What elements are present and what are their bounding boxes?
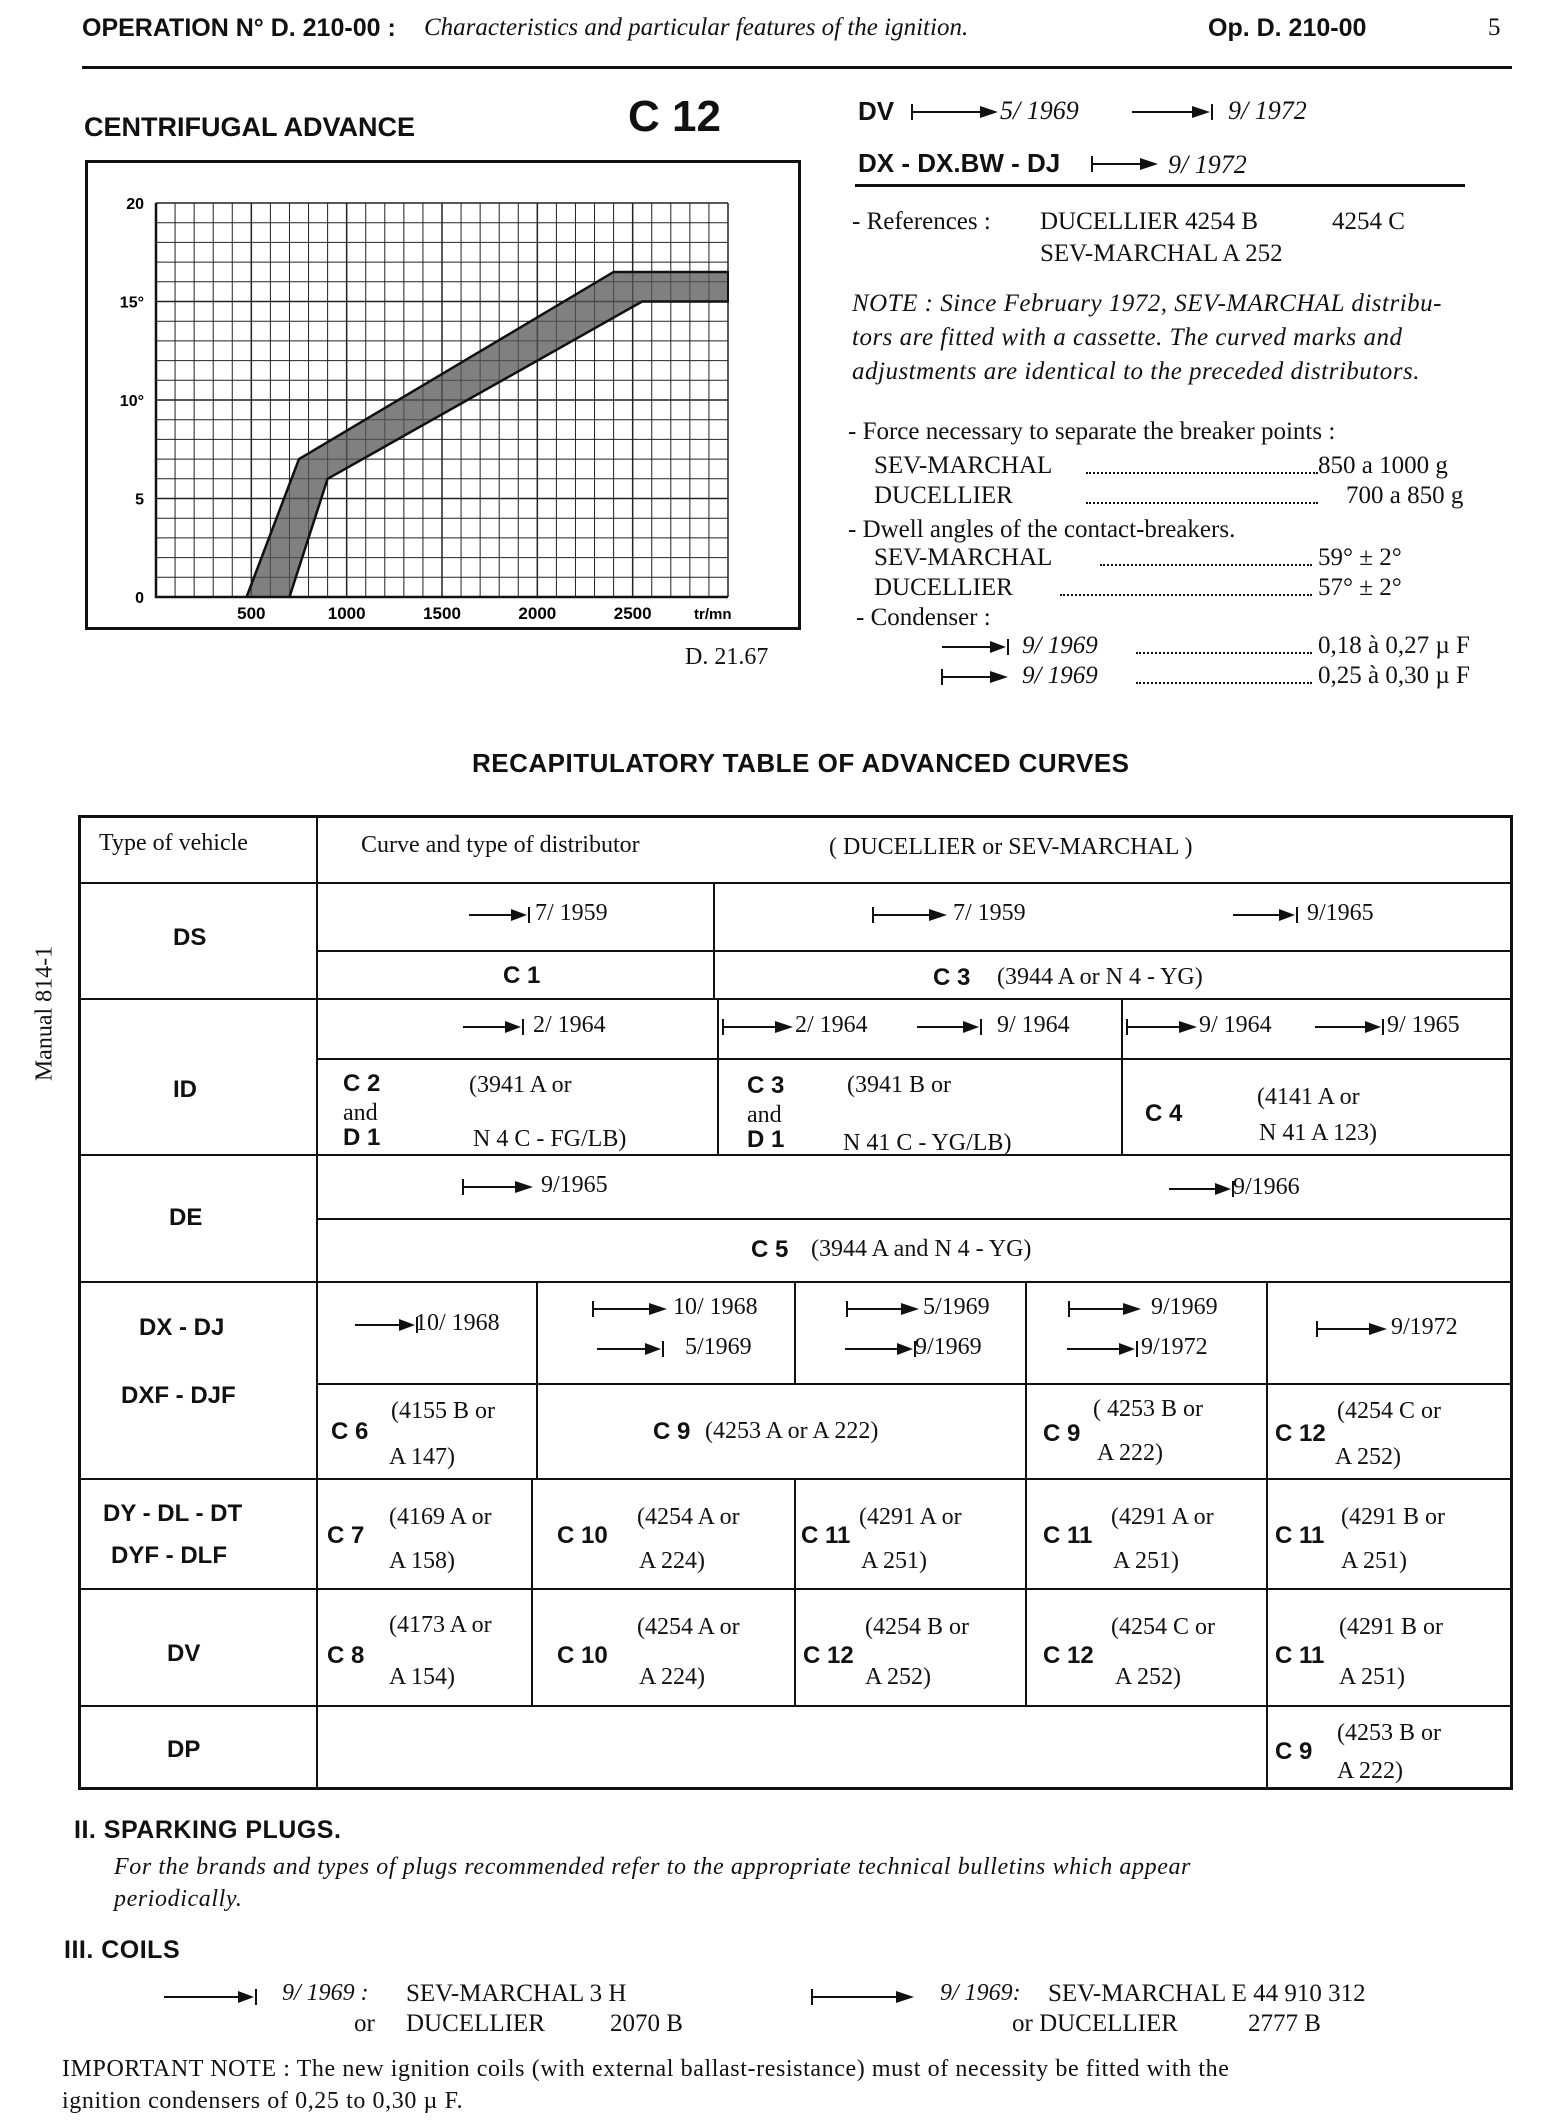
id-c2-and: and bbox=[343, 1100, 378, 1126]
x-tick-label: 2500 bbox=[613, 604, 652, 623]
dx-from-date: 9/ 1972 bbox=[1168, 150, 1247, 179]
id-date-3b: 9/ 1965 bbox=[1387, 1012, 1460, 1038]
row-line bbox=[81, 1705, 1513, 1707]
row-line bbox=[317, 1383, 1513, 1385]
id-c2-d1: D 1 bbox=[343, 1124, 381, 1151]
id-c3-ref-2: N 41 C - YG/LB) bbox=[843, 1130, 1012, 1156]
sparking-line-2: periodically. bbox=[114, 1886, 243, 1912]
row-line bbox=[81, 1281, 1513, 1283]
column-line bbox=[794, 1281, 796, 1383]
curve-code: C 12 bbox=[628, 92, 721, 141]
from-arrow-icon bbox=[910, 100, 1000, 124]
from-arrow-icon bbox=[721, 1016, 795, 1038]
column-line bbox=[1266, 1478, 1268, 1588]
coils-title: III. COILS bbox=[64, 1936, 181, 1964]
vehicle-ds: DS bbox=[173, 924, 207, 951]
from-arrow-icon bbox=[591, 1298, 671, 1320]
dx-c12-ref-1: (4254 C or bbox=[1337, 1398, 1441, 1424]
from-arrow-icon bbox=[1090, 152, 1162, 176]
x-axis-label: tr/mn bbox=[693, 606, 732, 623]
coils-right-line-1: SEV-MARCHAL E 44 910 312 bbox=[1048, 1980, 1366, 2007]
leader-dots bbox=[1136, 652, 1312, 654]
ds-c3-ref: (3944 A or N 4 - YG) bbox=[997, 964, 1203, 990]
row-line bbox=[317, 1218, 1513, 1220]
de-date-2: 9/1966 bbox=[1233, 1174, 1300, 1200]
from-arrow-icon bbox=[1067, 1298, 1145, 1320]
column-line bbox=[1025, 1588, 1027, 1705]
id-c2-ref-1: (3941 A or bbox=[469, 1072, 572, 1098]
x-tick-label: 500 bbox=[237, 604, 266, 623]
dv-curve-c10: C 10 bbox=[557, 1642, 608, 1669]
id-date-3a: 9/ 1964 bbox=[1199, 1012, 1272, 1038]
dx-curve-c9b: C 9 bbox=[1043, 1420, 1081, 1447]
sparking-title: II. SPARKING PLUGS. bbox=[74, 1816, 342, 1844]
dx-date-4b: 9/1972 bbox=[1141, 1334, 1208, 1360]
dy-c11c-ref-1: (4291 B or bbox=[1341, 1504, 1445, 1530]
dv-c12b-ref-2: A 252) bbox=[1115, 1664, 1181, 1690]
dv-curve-c12a: C 12 bbox=[803, 1642, 854, 1669]
dx-c9-ref: (4253 A or A 222) bbox=[705, 1418, 879, 1444]
dx-label: DX - DX.BW - DJ bbox=[858, 148, 1061, 178]
dy-curve-c10: C 10 bbox=[557, 1522, 608, 1549]
vehicle-dyf: DYF - DLF bbox=[111, 1542, 227, 1569]
dv-curve-c11: C 11 bbox=[1275, 1642, 1325, 1669]
note-line-3: adjustments are identical to the preceded distributors. bbox=[852, 358, 1420, 385]
until-arrow-icon bbox=[1065, 1338, 1143, 1360]
dy-c7-ref-2: A 158) bbox=[389, 1548, 455, 1574]
until-arrow-icon bbox=[467, 904, 533, 926]
dwell-title: - Dwell angles of the contact-breakers. bbox=[848, 516, 1236, 543]
centrifugal-title: CENTRIFUGAL ADVANCE bbox=[84, 112, 416, 142]
coils-left-ducellier: DUCELLIER bbox=[406, 2010, 545, 2037]
column-line bbox=[316, 818, 318, 1790]
ds-date-1: 7/ 1959 bbox=[535, 900, 608, 926]
dv-c12a-ref-1: (4254 B or bbox=[865, 1614, 969, 1640]
coils-left-ducellier-ref: 2070 B bbox=[610, 2010, 683, 2037]
from-arrow-icon bbox=[871, 904, 951, 926]
condenser-value-2: 0,25 à 0,30 µ F bbox=[1318, 662, 1470, 689]
side-manual-label: Manual 814-1 bbox=[31, 945, 58, 1082]
ds-curve-c1: C 1 bbox=[503, 962, 541, 989]
row-line bbox=[317, 950, 1513, 952]
head-vehicle: Type of vehicle bbox=[99, 830, 248, 856]
operation-number: OPERATION N° D. 210-00 : bbox=[82, 14, 396, 42]
column-line bbox=[1266, 1281, 1268, 1478]
dx-date-2a: 10/ 1968 bbox=[673, 1294, 758, 1320]
note-line-1: NOTE : Since February 1972, SEV-MARCHAL distribu- bbox=[852, 290, 1442, 317]
column-line bbox=[536, 1281, 538, 1478]
dv-from-date: 5/ 1969 bbox=[1000, 96, 1079, 125]
vehicle-dxf: DXF - DJF bbox=[121, 1382, 236, 1409]
dx-date-1: 10/ 1968 bbox=[415, 1310, 500, 1336]
dx-date-3a: 5/1969 bbox=[923, 1294, 990, 1320]
until-arrow-icon bbox=[595, 1338, 667, 1360]
recap-table bbox=[78, 815, 1513, 1790]
condenser-date-2: 9/ 1969 bbox=[1022, 662, 1098, 689]
y-tick-label: 5 bbox=[135, 491, 144, 509]
row-line bbox=[81, 1588, 1513, 1590]
id-c3-ref-1: (3941 B or bbox=[847, 1072, 951, 1098]
id-c3-d1: D 1 bbox=[747, 1126, 785, 1153]
id-date-2a: 2/ 1964 bbox=[795, 1012, 868, 1038]
column-line bbox=[1266, 1705, 1268, 1790]
de-curve-c5: C 5 bbox=[751, 1236, 789, 1263]
vehicle-id: ID bbox=[173, 1076, 197, 1103]
ds-date-3: 9/1965 bbox=[1307, 900, 1374, 926]
ds-curve-c3: C 3 bbox=[933, 964, 971, 991]
force-ducellier-label: DUCELLIER bbox=[874, 482, 1013, 509]
de-date-1: 9/1965 bbox=[541, 1172, 608, 1198]
dy-c11b-ref-1: (4291 A or bbox=[1111, 1504, 1214, 1530]
dx-c6-ref-2: A 147) bbox=[389, 1444, 455, 1470]
condenser-date-1: 9/ 1969 bbox=[1022, 632, 1098, 659]
de-c5-ref: (3944 A and N 4 - YG) bbox=[811, 1236, 1032, 1262]
note-line-2: tors are fitted with a cassette. The curved marks and bbox=[852, 324, 1403, 351]
leader-dots bbox=[1086, 502, 1318, 504]
dp-curve-c9: C 9 bbox=[1275, 1738, 1313, 1765]
dy-c11a-ref-2: A 251) bbox=[861, 1548, 927, 1574]
vehicle-dv: DV bbox=[167, 1640, 201, 1667]
dp-c9-ref-1: (4253 B or bbox=[1337, 1720, 1441, 1746]
from-arrow-icon bbox=[810, 1986, 920, 2008]
id-curve-c4: C 4 bbox=[1145, 1100, 1183, 1127]
dwell-ducellier-label: DUCELLIER bbox=[874, 574, 1013, 601]
dwell-ducellier-value: 57° ± 2° bbox=[1318, 574, 1402, 601]
dy-c11c-ref-2: A 251) bbox=[1341, 1548, 1407, 1574]
operation-reference: Op. D. 210-00 bbox=[1208, 14, 1367, 42]
until-arrow-icon bbox=[461, 1016, 529, 1038]
dx-c6-ref-1: (4155 B or bbox=[391, 1398, 495, 1424]
id-date-1: 2/ 1964 bbox=[533, 1012, 606, 1038]
until-arrow-icon bbox=[1167, 1178, 1237, 1200]
from-arrow-icon bbox=[1315, 1318, 1391, 1340]
from-arrow-icon bbox=[1125, 1016, 1199, 1038]
chart-frame bbox=[85, 160, 801, 630]
important-line-2: ignition condensers of 0,25 to 0,30 µ F. bbox=[62, 2088, 464, 2114]
y-tick-label: 20 bbox=[126, 196, 144, 213]
dx-date-2b: 5/1969 bbox=[685, 1334, 752, 1360]
dwell-sev-value: 59° ± 2° bbox=[1318, 544, 1402, 571]
column-line bbox=[713, 882, 715, 998]
column-line bbox=[794, 1478, 796, 1588]
dv-c11-ref-1: (4291 B or bbox=[1339, 1614, 1443, 1640]
dy-curve-c11a: C 11 bbox=[801, 1522, 851, 1549]
condenser-title: - Condenser : bbox=[856, 604, 991, 631]
dv-label: DV bbox=[858, 96, 895, 126]
column-line bbox=[794, 1588, 796, 1705]
x-tick-label: 1500 bbox=[423, 604, 461, 623]
dy-curve-c7: C 7 bbox=[327, 1522, 365, 1549]
ds-date-2: 7/ 1959 bbox=[953, 900, 1026, 926]
until-arrow-icon bbox=[940, 636, 1012, 658]
from-arrow-icon bbox=[461, 1176, 537, 1198]
vehicle-dp: DP bbox=[167, 1736, 201, 1763]
dx-date-4a: 9/1969 bbox=[1151, 1294, 1218, 1320]
y-tick-label: 10° bbox=[119, 393, 144, 410]
dy-c7-ref-1: (4169 A or bbox=[389, 1504, 492, 1530]
column-line bbox=[531, 1478, 533, 1588]
until-arrow-icon bbox=[353, 1314, 421, 1336]
references-ducellier-alt: 4254 C bbox=[1332, 208, 1405, 235]
row-line bbox=[81, 1154, 1513, 1156]
dx-date-3b: 9/1969 bbox=[915, 1334, 982, 1360]
page-number: 5 bbox=[1488, 14, 1501, 41]
leader-dots bbox=[1100, 564, 1312, 566]
dv-c10-ref-2: A 224) bbox=[639, 1664, 705, 1690]
dy-curve-c11c: C 11 bbox=[1275, 1522, 1325, 1549]
leader-dots bbox=[1086, 472, 1318, 474]
references-sev: SEV-MARCHAL A 252 bbox=[1040, 240, 1283, 267]
references-ducellier: DUCELLIER 4254 B bbox=[1040, 208, 1259, 235]
column-line bbox=[1025, 1281, 1027, 1478]
dv-c12a-ref-2: A 252) bbox=[865, 1664, 931, 1690]
coils-right-ducellier: or DUCELLIER bbox=[1012, 2010, 1178, 2037]
from-arrow-icon bbox=[845, 1298, 923, 1320]
dx-date-5: 9/1972 bbox=[1391, 1314, 1458, 1340]
dp-c9-ref-2: A 222) bbox=[1337, 1758, 1403, 1784]
dv-to-date: 9/ 1972 bbox=[1228, 96, 1307, 125]
row-line bbox=[81, 882, 1513, 884]
column-line bbox=[531, 1588, 533, 1705]
head-brand: ( DUCELLIER or SEV-MARCHAL ) bbox=[829, 834, 1193, 860]
dy-c11b-ref-2: A 251) bbox=[1113, 1548, 1179, 1574]
id-date-2b: 9/ 1964 bbox=[997, 1012, 1070, 1038]
dv-c8-ref-1: (4173 A or bbox=[389, 1612, 492, 1638]
table-title: RECAPITULATORY TABLE OF ADVANCED CURVES bbox=[472, 748, 1130, 778]
until-arrow-icon bbox=[1231, 904, 1301, 926]
sparking-line-1: For the brands and types of plugs recommended refer to the appropriate technical bulletins which appear bbox=[114, 1854, 1191, 1880]
y-tick-label: 15° bbox=[119, 294, 144, 312]
id-c2-ref-2: N 4 C - FG/LB) bbox=[473, 1126, 627, 1152]
dy-c10-ref-1: (4254 A or bbox=[637, 1504, 740, 1530]
coils-right-ducellier-ref: 2777 B bbox=[1248, 2010, 1321, 2037]
until-arrow-icon bbox=[1313, 1016, 1389, 1038]
dv-c10-ref-1: (4254 A or bbox=[637, 1614, 740, 1640]
references-label: - References : bbox=[852, 208, 991, 235]
dx-c9b-ref-1: ( 4253 B or bbox=[1093, 1396, 1203, 1422]
row-line bbox=[81, 998, 1513, 1000]
until-arrow-icon bbox=[843, 1338, 921, 1360]
dx-c12-ref-2: A 252) bbox=[1335, 1444, 1401, 1470]
until-arrow-icon bbox=[915, 1016, 985, 1038]
x-tick-label: 1000 bbox=[327, 604, 366, 623]
dv-curve-c12b: C 12 bbox=[1043, 1642, 1094, 1669]
force-sev-label: SEV-MARCHAL bbox=[874, 452, 1053, 479]
force-sev-value: 850 a 1000 g bbox=[1318, 452, 1448, 479]
vehicle-dx: DX - DJ bbox=[139, 1314, 225, 1341]
head-curve: Curve and type of distributor bbox=[361, 832, 640, 858]
row-line bbox=[317, 1058, 1513, 1060]
coils-left-or: or bbox=[354, 2010, 375, 2037]
coils-left-line-1: SEV-MARCHAL 3 H bbox=[406, 1980, 627, 2007]
x-tick-label: 2000 bbox=[518, 604, 557, 623]
id-c4-ref-1: (4141 A or bbox=[1257, 1084, 1360, 1110]
column-line bbox=[1121, 998, 1123, 1154]
header-rule bbox=[82, 66, 1512, 69]
force-title: - Force necessary to separate the breaker points : bbox=[848, 418, 1336, 445]
dy-c10-ref-2: A 224) bbox=[639, 1548, 705, 1574]
leader-dots bbox=[1060, 594, 1312, 596]
y-tick-label: 0 bbox=[135, 590, 144, 607]
operation-subtitle: Characteristics and particular features of the ignition. bbox=[424, 14, 969, 41]
id-c3-and: and bbox=[747, 1102, 782, 1128]
dwell-sev-label: SEV-MARCHAL bbox=[874, 544, 1053, 571]
leader-dots bbox=[1136, 682, 1312, 684]
row-line bbox=[81, 1478, 1513, 1480]
dx-curve-c12: C 12 bbox=[1275, 1420, 1326, 1447]
until-arrow-icon bbox=[162, 1986, 262, 2008]
coils-left-date: 9/ 1969 : bbox=[282, 1980, 369, 2006]
dv-c8-ref-2: A 154) bbox=[389, 1664, 455, 1690]
dy-curve-c11b: C 11 bbox=[1043, 1522, 1093, 1549]
dv-curve-c8: C 8 bbox=[327, 1642, 365, 1669]
id-curve-c2: C 2 bbox=[343, 1070, 381, 1097]
until-arrow-icon bbox=[1130, 100, 1220, 124]
coils-right-date: 9/ 1969: bbox=[940, 1980, 1021, 2006]
dy-c11a-ref-1: (4291 A or bbox=[859, 1504, 962, 1530]
dx-curve-c6: C 6 bbox=[331, 1418, 369, 1445]
id-curve-c3: C 3 bbox=[747, 1072, 785, 1099]
applicability-rule bbox=[855, 184, 1465, 187]
dv-c12b-ref-1: (4254 C or bbox=[1111, 1614, 1215, 1640]
dx-c9b-ref-2: A 222) bbox=[1097, 1440, 1163, 1466]
centrifugal-advance-chart bbox=[88, 163, 798, 627]
column-line bbox=[717, 998, 719, 1154]
column-line bbox=[1266, 1588, 1268, 1705]
condenser-value-1: 0,18 à 0,27 µ F bbox=[1318, 632, 1470, 659]
vehicle-dy: DY - DL - DT bbox=[103, 1500, 243, 1527]
force-ducellier-value: 700 a 850 g bbox=[1346, 482, 1464, 509]
vehicle-de: DE bbox=[169, 1204, 203, 1231]
important-line-1: IMPORTANT NOTE : The new ignition coils (with external ballast-resistance) must of necessity be fitted with the bbox=[62, 2056, 1230, 2082]
dx-curve-c9: C 9 bbox=[653, 1418, 691, 1445]
id-c4-ref-2: N 41 A 123) bbox=[1259, 1120, 1378, 1146]
column-line bbox=[1025, 1478, 1027, 1588]
from-arrow-icon bbox=[940, 666, 1012, 688]
dv-c11-ref-2: A 251) bbox=[1339, 1664, 1405, 1690]
figure-reference: D. 21.67 bbox=[685, 644, 769, 670]
